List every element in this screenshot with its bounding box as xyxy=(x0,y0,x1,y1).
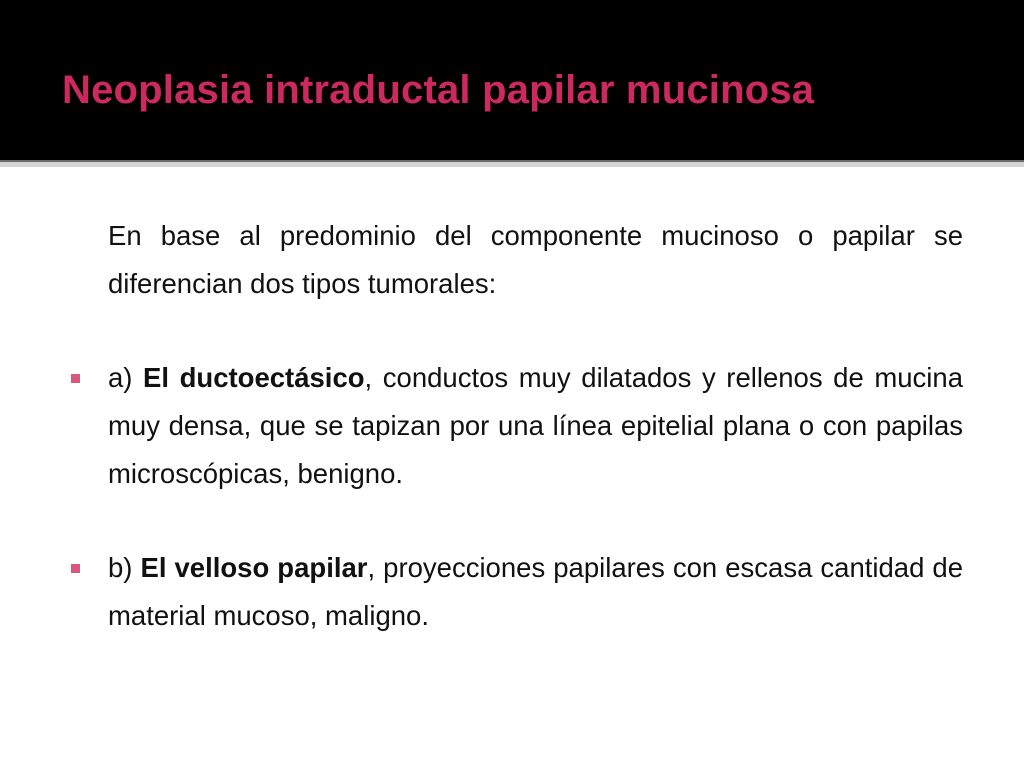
intro-paragraph: En base al predominio del componente mucinoso o papilar se diferencian dos tipos tumorales: xyxy=(108,220,963,299)
item-b-description: , proyecciones papilares con escasa cantidad de material mucoso, maligno. xyxy=(108,552,963,631)
item-b-prefix: b) xyxy=(108,552,141,583)
square-bullet-icon xyxy=(71,374,80,383)
item-a-term: El ductoectásico xyxy=(143,362,365,393)
title-bar xyxy=(0,0,1024,160)
bullet-item-b xyxy=(108,544,963,640)
item-b-term: El velloso papilar xyxy=(140,552,368,583)
item-a-description: , conductos muy dilatados y rellenos de mucina muy densa, que se tapizan por una línea epitelial plana o con papilas microscópicas, benigno. xyxy=(108,362,964,489)
header-divider-light xyxy=(0,162,1024,167)
slide-title: Neoplasia intraductal papilar mucinosa xyxy=(62,68,815,112)
square-bullet-icon xyxy=(71,564,80,573)
item-a-prefix: a) xyxy=(108,362,144,393)
bullet-item-a xyxy=(108,354,963,498)
slide-content xyxy=(108,212,963,640)
